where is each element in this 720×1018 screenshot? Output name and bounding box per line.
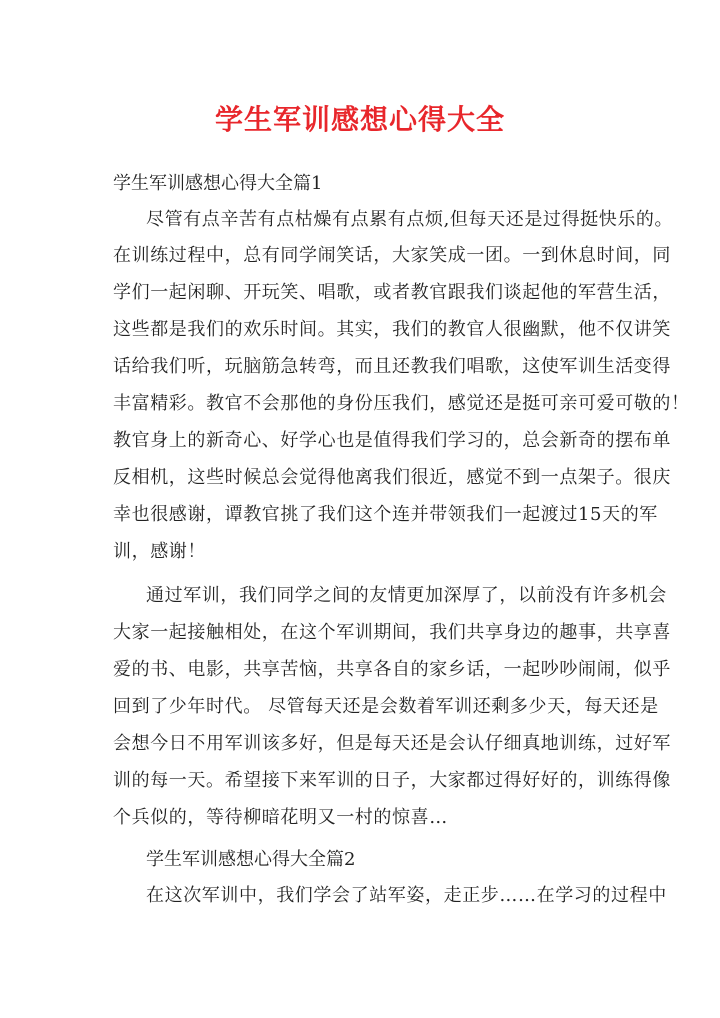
paragraph-line: 在这次军训中，我们学会了站军姿，走正步……在学习的过程中 (146, 885, 667, 906)
section-heading-1: 学生军训感想心得大全篇1 (113, 173, 323, 194)
paragraph-line: 大家一起接触相处，在这个军训期间，我们共享身边的趣事，共享喜 (113, 622, 671, 643)
paragraph-line: 在训练过程中，总有同学闹笑话，大家笑成一团。一到休息时间，同 (113, 245, 671, 266)
paragraph-line: 爱的书、电影，共享苦恼，共享各自的家乡话，一起吵吵闹闹，似乎 (113, 659, 671, 680)
paragraph-line: 话给我们听，玩脑筋急转弯，而且还教我们唱歌，这使军训生活变得 (113, 356, 671, 377)
paragraph-line: 会想今日不用军训该多好，但是每天还是会认仔细真地训练，过好军 (113, 733, 671, 754)
paragraph-line: 训，感谢！ (113, 541, 206, 562)
paragraph-line: 反相机，这些时候总会觉得他离我们很近，感觉不到一点架子。很庆 (113, 467, 671, 488)
paragraph-line: 这些都是我们的欢乐时间。其实，我们的教官人很幽默，他不仅讲笑 (113, 319, 671, 340)
paragraph-line: 教官身上的新奇心、好学心也是值得我们学习的，总会新奇的摆布单 (113, 430, 671, 451)
paragraph-line: 学们一起闲聊、开玩笑、唱歌，或者教官跟我们谈起他的军营生活， (113, 282, 671, 303)
paragraph-line: 幸也很感谢，谭教官挑了我们这个连并带领我们一起渡过15天的军 (113, 504, 658, 525)
paragraph-line: 尽管有点辛苦有点枯燥有点累有点烦,但每天还是过得挺快乐的。 (146, 209, 674, 230)
paragraph-line: 丰富精彩。教官不会那他的身份压我们，感觉还是挺可亲可爱可敬的！ (113, 393, 690, 414)
document-title: 学生军训感想心得大全 (214, 103, 505, 136)
paragraph-line: 通过军训，我们同学之间的友情更加深厚了，以前没有许多机会 (146, 585, 667, 606)
section-heading-2: 学生军训感想心得大全篇2 (146, 849, 356, 870)
paragraph-line: 训的每一天。希望接下来军训的日子，大家都过得好好的，训练得像 (113, 770, 671, 791)
paragraph-line: 个兵似的，等待柳暗花明又一村的惊喜… (113, 807, 448, 828)
paragraph-line: 回到了少年时代。 尽管每天还是会数着军训还剩多少天，每天还是 (113, 696, 659, 717)
